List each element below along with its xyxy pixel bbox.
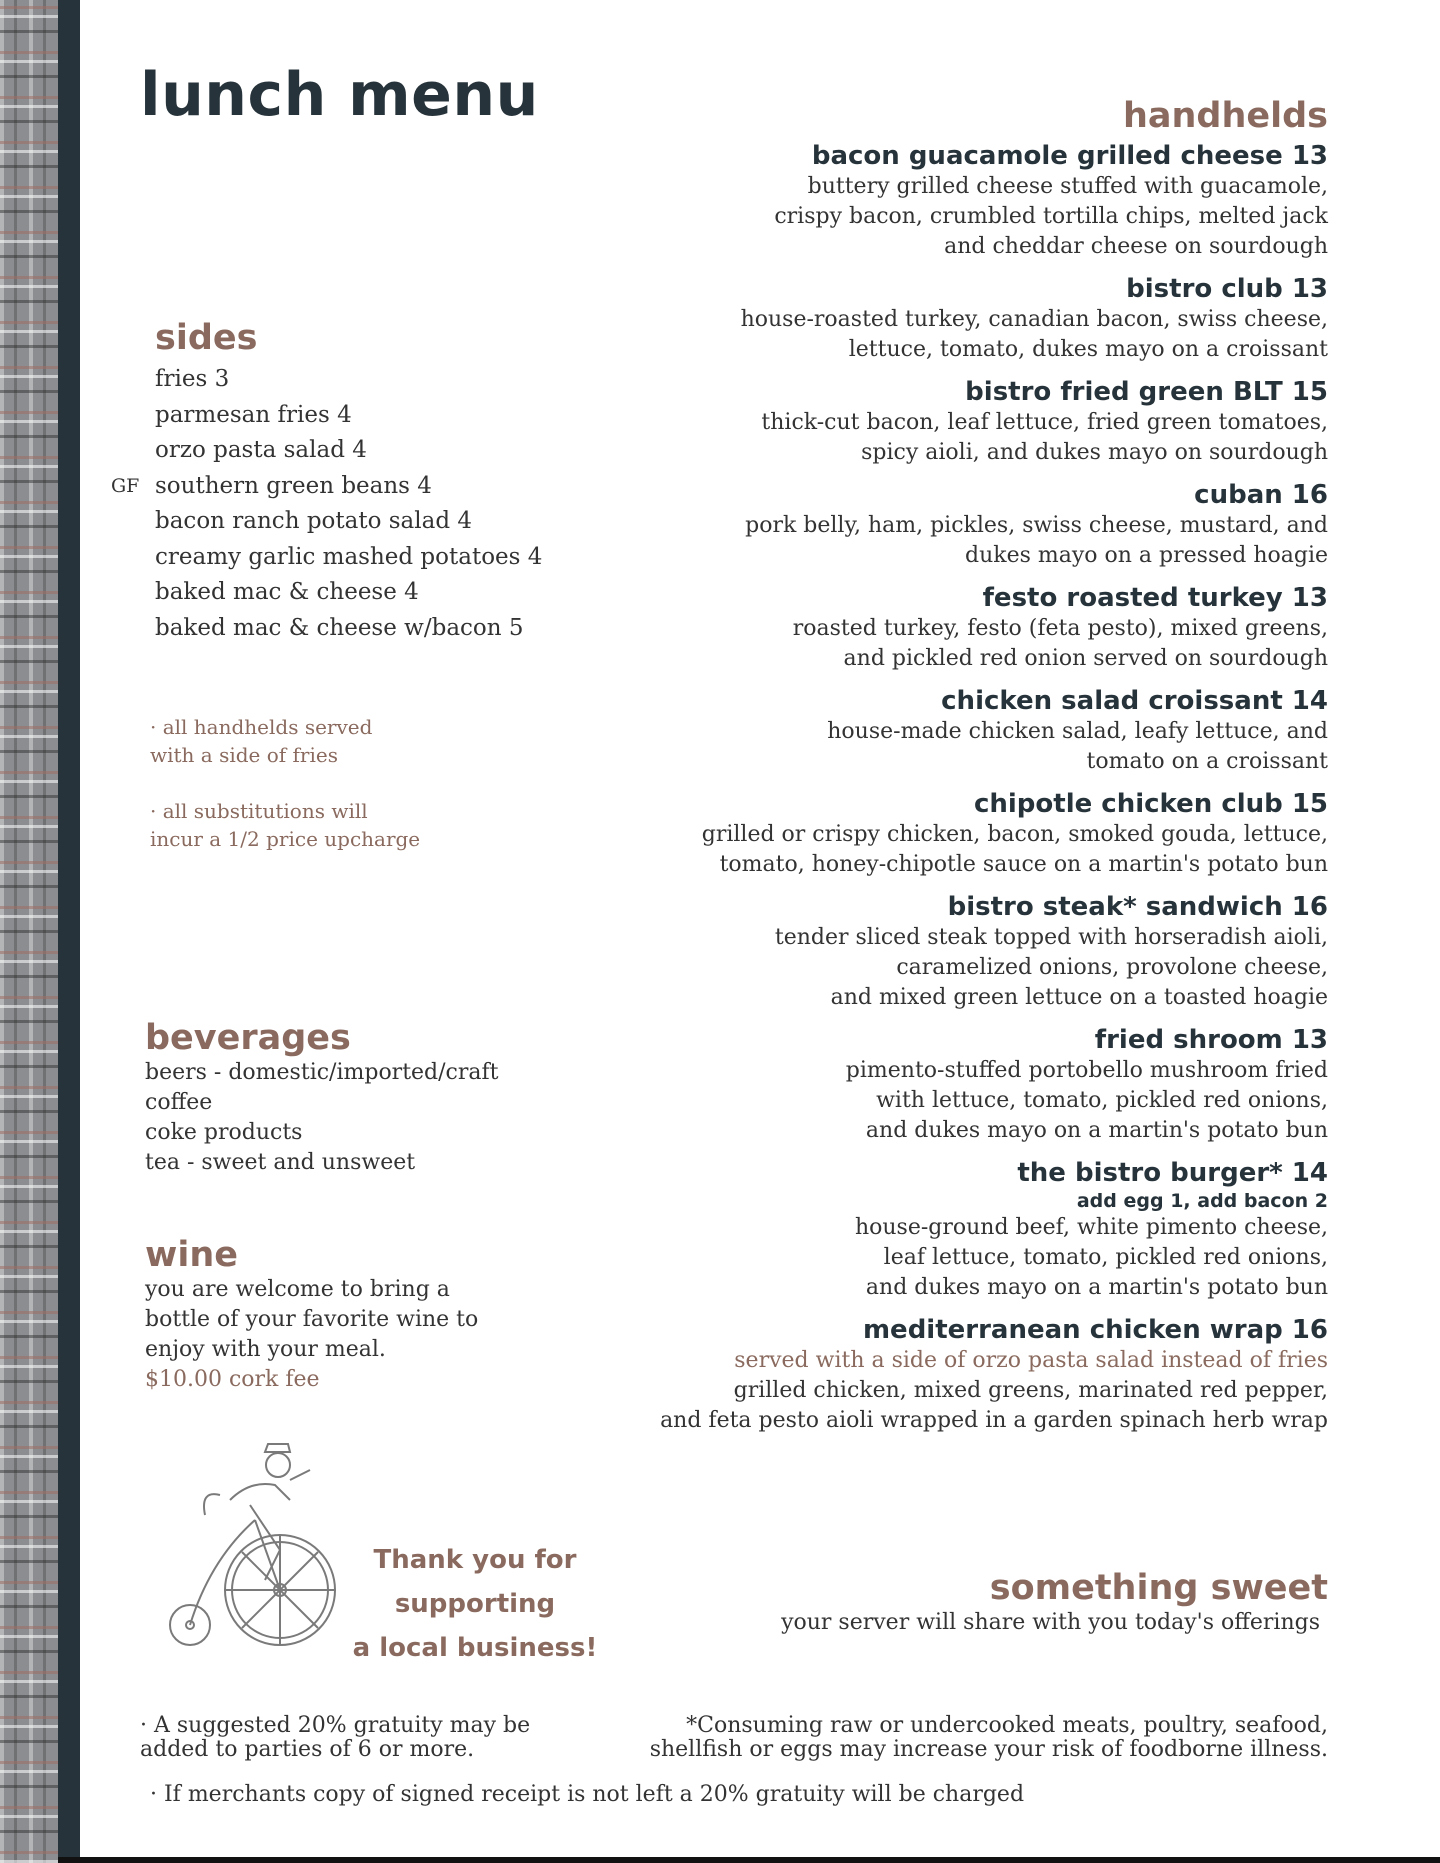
menu-notes xyxy=(150,713,480,881)
wine-heading: wine xyxy=(145,1235,238,1275)
footer-line: *Consuming raw or undercooked meats, poultry, seafood, xyxy=(686,1713,1328,1738)
item-description xyxy=(608,408,1328,468)
menu-item xyxy=(608,788,1328,880)
item-description xyxy=(608,172,1328,262)
beverages-section xyxy=(145,1018,585,1178)
plaid-border xyxy=(0,0,58,1863)
footer-line: shellfish or eggs may increase your risk of foodborne illness. xyxy=(649,1737,1328,1762)
note-line: with a side of fries xyxy=(150,743,338,767)
menu-item xyxy=(608,273,1328,365)
note-substitutions xyxy=(150,797,480,853)
wine-line: bottle of your favorite wine to xyxy=(145,1307,479,1332)
item-description xyxy=(608,305,1328,365)
item-name: fried shroom 13 xyxy=(1094,1025,1328,1055)
note-line: incur a 1/2 price upcharge xyxy=(150,827,421,851)
description-line: crispy bacon, crumbled tortilla chips, melted jack xyxy=(774,204,1328,229)
dessert-section xyxy=(728,1568,1328,1638)
list-item: coffee xyxy=(145,1090,213,1115)
item-name: bistro club 13 xyxy=(1126,274,1328,304)
menu-item xyxy=(608,1024,1328,1146)
item-name: chipotle chicken club 15 xyxy=(973,789,1328,819)
list-item: coke products xyxy=(145,1120,303,1145)
description-line: lettuce, tomato, dukes mayo on a croissant xyxy=(848,337,1328,362)
item-name: the bistro burger* 14 xyxy=(1017,1158,1328,1188)
description-line: and mixed green lettuce on a toasted hoagie xyxy=(830,985,1328,1010)
sides-section xyxy=(155,318,615,646)
list-item: bacon ranch potato salad 4 xyxy=(155,508,472,534)
bottom-rule xyxy=(58,1857,1440,1863)
item-description xyxy=(608,1213,1328,1303)
item-note: served with a side of orzo pasta salad instead of fries xyxy=(734,1348,1328,1373)
menu-item xyxy=(608,1157,1328,1303)
description-line: and feta pesto aioli wrapped in a garden spinach herb wrap xyxy=(660,1408,1328,1433)
description-line: grilled chicken, mixed greens, marinated red pepper, xyxy=(733,1378,1328,1403)
description-line: thick-cut bacon, leaf lettuce, fried green tomatoes, xyxy=(761,410,1328,435)
description-line: buttery grilled cheese stuffed with guacamole, xyxy=(807,174,1328,199)
description-line: house-made chicken salad, leafy lettuce, and xyxy=(827,719,1328,744)
item-addons: add egg 1, add bacon 2 xyxy=(1076,1190,1328,1212)
item-description xyxy=(608,614,1328,674)
thank-you-message xyxy=(330,1538,620,1670)
description-line: and pickled red onion served on sourdough xyxy=(843,646,1328,671)
description-line: pork belly, ham, pickles, swiss cheese, mustard, and xyxy=(745,513,1328,538)
list-item: tea - sweet and unsweet xyxy=(145,1150,416,1175)
description-line: caramelized onions, provolone cheese, xyxy=(896,955,1328,980)
footer-line: added to parties of 6 or more. xyxy=(140,1737,475,1762)
item-description xyxy=(608,1376,1328,1436)
description-line: house-roasted turkey, canadian bacon, swiss cheese, xyxy=(740,307,1328,332)
menu-item xyxy=(608,376,1328,468)
description-line: and cheddar cheese on sourdough xyxy=(944,234,1328,259)
wine-line: enjoy with your meal. xyxy=(145,1337,386,1362)
list-item: beers - domestic/imported/craft xyxy=(145,1060,499,1085)
list-item: baked mac & cheese w/bacon 5 xyxy=(155,614,524,641)
menu-item xyxy=(608,1314,1328,1436)
menu-item xyxy=(608,479,1328,571)
beverages-heading: beverages xyxy=(145,1018,351,1058)
note-handhelds xyxy=(150,713,480,769)
item-name: mediterranean chicken wrap 16 xyxy=(862,1315,1328,1345)
dessert-heading: something sweet xyxy=(989,1568,1328,1608)
thank-you-line: supporting xyxy=(394,1589,556,1619)
gratuity-note xyxy=(140,1714,580,1762)
item-description xyxy=(608,820,1328,880)
description-line: spicy aioli, and dukes mayo on sourdough xyxy=(861,440,1328,465)
description-line: with lettuce, tomato, pickled red onions, xyxy=(876,1088,1328,1113)
item-name: chicken salad croissant 14 xyxy=(941,686,1328,716)
wine-section xyxy=(145,1235,565,1395)
description-line: and dukes mayo on a martin's potato bun xyxy=(865,1118,1328,1143)
handhelds-section xyxy=(608,96,1328,1447)
dessert-text: your server will share with you today's offerings xyxy=(781,1610,1320,1635)
list-item: orzo pasta salad 4 xyxy=(155,437,367,463)
description-line: pimento-stuffed portobello mushroom fried xyxy=(845,1058,1328,1083)
description-line: tomato on a croissant xyxy=(1086,749,1328,774)
description-line: tomato, honey-chipotle sauce on a martin's potato bun xyxy=(719,852,1328,877)
item-name: bistro fried green BLT 15 xyxy=(965,377,1328,407)
dark-border-stripe xyxy=(58,0,80,1863)
item-description xyxy=(608,1056,1328,1146)
description-line: tender sliced steak topped with horseradish aioli, xyxy=(774,925,1328,950)
item-name: cuban 16 xyxy=(1194,480,1328,510)
list-item: fries 3 xyxy=(155,366,230,392)
list-item: baked mac & cheese 4 xyxy=(155,579,419,605)
description-line: roasted turkey, festo (feta pesto), mixed greens, xyxy=(792,616,1328,641)
menu-item xyxy=(608,685,1328,777)
list-item: parmesan fries 4 xyxy=(155,401,352,428)
menu-item xyxy=(608,891,1328,1013)
consumption-warning xyxy=(608,1714,1328,1762)
cork-fee: $10.00 cork fee xyxy=(145,1367,320,1392)
note-line: · all substitutions will xyxy=(150,799,368,823)
description-line: house-ground beef, white pimento cheese, xyxy=(854,1215,1328,1240)
thank-you-line: Thank you for xyxy=(373,1545,577,1575)
note-line: · all handhelds served xyxy=(150,715,373,739)
menu-item xyxy=(608,582,1328,674)
list-item: southern green beans 4 xyxy=(155,472,432,499)
sides-list xyxy=(155,362,615,646)
menu-item xyxy=(608,140,1328,262)
sides-heading: sides xyxy=(155,318,258,358)
item-description xyxy=(608,511,1328,571)
page-title: lunch menu xyxy=(140,60,539,130)
item-description xyxy=(608,923,1328,1013)
gf-marker: GF xyxy=(111,475,140,497)
thank-you-line: a local business! xyxy=(352,1633,598,1663)
description-line: dukes mayo on a pressed hoagie xyxy=(964,543,1328,568)
beverages-list xyxy=(145,1058,585,1178)
item-name: bistro steak* sandwich 16 xyxy=(947,892,1328,922)
receipt-note: · If merchants copy of signed receipt is not left a 20% gratuity will be charged xyxy=(150,1782,1025,1807)
list-item: creamy garlic mashed potatoes 4 xyxy=(155,543,543,570)
item-name: bacon guacamole grilled cheese 13 xyxy=(811,141,1328,171)
handhelds-heading: handhelds xyxy=(1122,96,1328,136)
item-description xyxy=(608,717,1328,777)
item-name: festo roasted turkey 13 xyxy=(982,583,1328,613)
description-line: leaf lettuce, tomato, pickled red onions, xyxy=(883,1245,1328,1270)
wine-line: you are welcome to bring a xyxy=(145,1277,450,1302)
description-line: grilled or crispy chicken, bacon, smoked gouda, lettuce, xyxy=(701,822,1328,847)
description-line: and dukes mayo on a martin's potato bun xyxy=(865,1275,1328,1300)
footer-line: · A suggested 20% gratuity may be xyxy=(140,1713,531,1738)
